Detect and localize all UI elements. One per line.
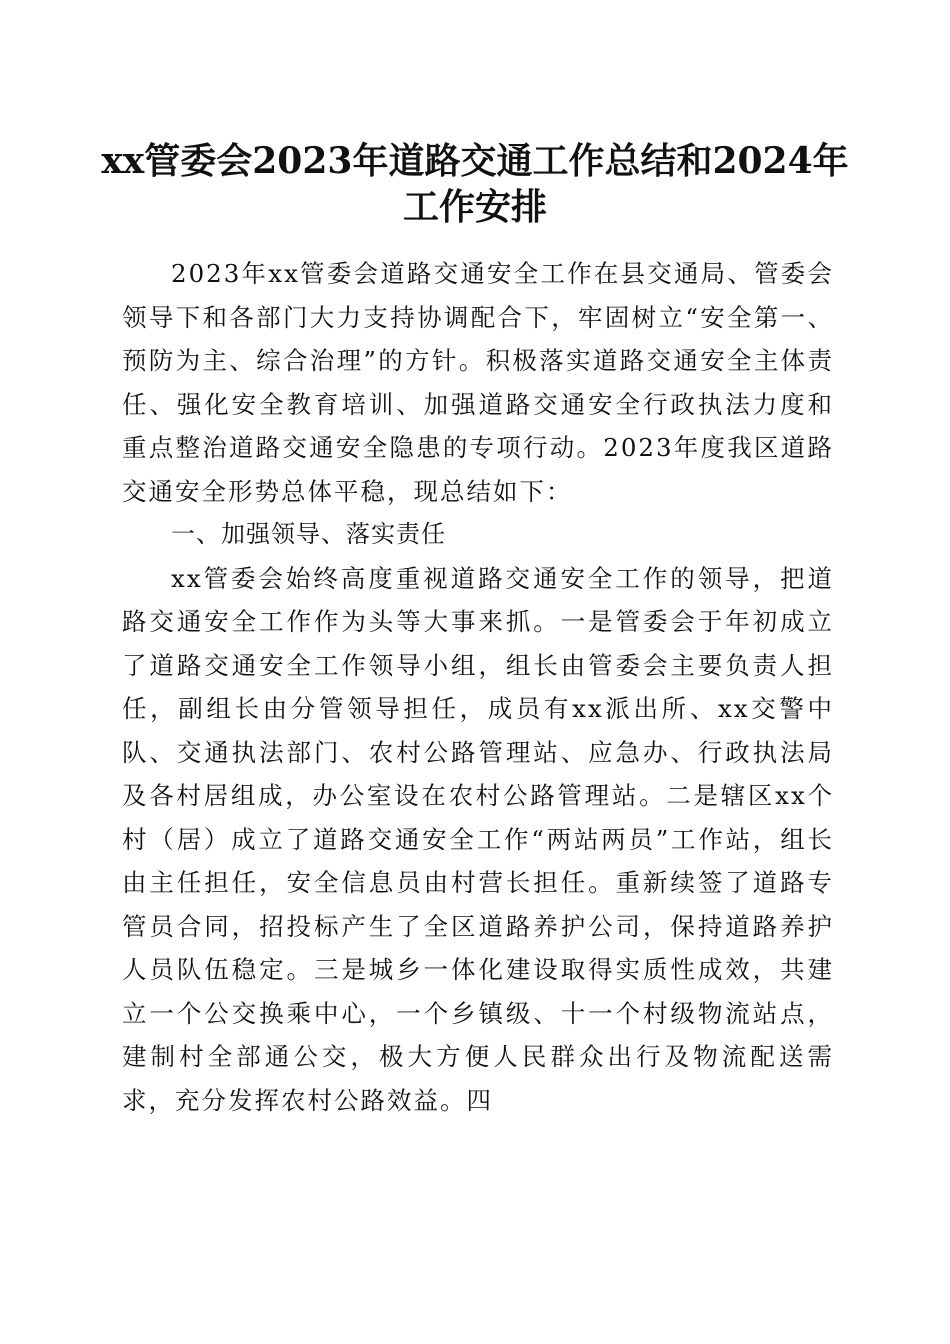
document-body xyxy=(122,252,834,1122)
title-line-1: xx管委会2023年道路交通工作总结和2024年 xyxy=(101,140,849,182)
intro-paragraph: 2023年xx管委会道路交通安全工作在县交通局、管委会领导下和各部门大力支持协调配合下，牢固树立“安全第一、预防为主、综合治理”的方针。积极落实道路交通安全主体责任、强化安全教育培训、加强道路交通安全行政执法力度和重点整治道路交通安全隐患的专项行动。2023年度我区道路交通安全形势总体平稳，现总结如下： xyxy=(122,259,834,506)
title-line-2: 工作安排 xyxy=(402,186,547,228)
section-1-heading: 一、加强领导、落实责任 xyxy=(171,520,446,548)
document-title xyxy=(90,138,860,230)
section-1-paragraph: xx管委会始终高度重视道路交通安全工作的领导，把道路交通安全工作作为头等大事来抓。一是管委会于年初成立了道路交通安全工作领导小组，组长由管委会主要负责人担任，副组长由分管领导担任，成员有xx派出所、xx交警中队、交通执法部门、农村公路管理站、应急办、行政执法局及各村居组成，办公室设在农村公路管理站。二是辖区xx个村（居）成立了道路交通安全工作“两站两员”工作站，组长由主任担任，安全信息员由村营长担任。重新续签了道路专管员合同，招投标产生了全区道路养护公司，保持道路养护人员队伍稳定。三是城乡一体化建设取得实质性成效，共建立一个公交换乘中心，一个乡镇级、十一个村级物流站点，建制村全部通公交，极大方便人民群众出行及物流配送需求，充分发挥农村公路效益。四 xyxy=(122,563,834,1115)
